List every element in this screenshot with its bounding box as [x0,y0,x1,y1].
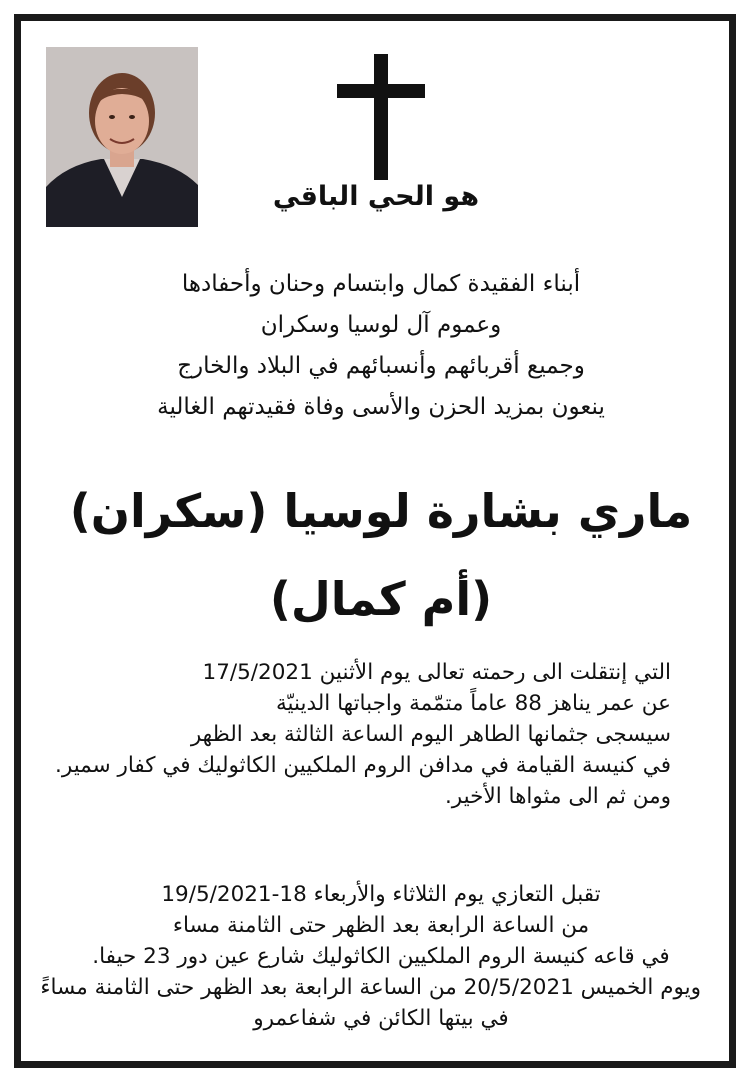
condolence-line: ويوم الخميس 20/5/2021 من الساعة الرابعة بعد الظهر حتى الثامنة مساءً [40,975,701,1000]
detail-line: سيسجى جثمانها الطاهر اليوم الساعة الثالثة بعد الظهر [190,722,671,747]
motto-heading: هو الحي الباقي [272,181,480,212]
condolence-line: في بيتها الكائن في شفاعمرو [253,1006,509,1031]
detail-line: في كنيسة القيامة في مدافن الروم الملكيين الكاثوليك في كفار سمير. [55,753,671,778]
announcement-text [61,264,701,428]
intro-line: أبناء الفقيدة كمال وابتسام وحنان وأحفادها [181,271,581,297]
condolence-line: تقبل التعازي يوم الثلاثاء والأربعاء 18-19/5/2021 [161,882,601,907]
detail-line: التي إنتقلت الى رحمته تعالى يوم الأثنين 17/5/2021 [202,660,671,685]
detail-line: ومن ثم الى مثواها الأخير. [444,784,671,809]
detail-line: عن عمر يناهز 88 عاماً متمّمة واجباتها الدينيّة [275,691,671,716]
condolence-details [40,879,701,1034]
intro-line: وجميع أقربائهم وأنسبائهم في البلاد والخارج [177,353,585,379]
intro-line: ينعون بمزيد الحزن والأسى وفاة فقيدتهم الغالية [157,394,605,420]
intro-line: وعموم آل لوسيا وسكران [260,312,502,338]
deceased-nickname: (أم كمال) [269,572,493,626]
obituary-frame [14,14,736,1068]
condolence-line: من الساعة الرابعة بعد الظهر حتى الثامنة مساء [172,913,590,938]
deceased-name: ماري بشارة لوسيا (سكران) [69,484,693,538]
deceased-photo [46,47,198,227]
condolence-line: في قاعه كنيسة الروم الملكيين الكاثوليك شارع عين دور 23 حيفا. [92,944,670,969]
cross-icon [337,54,425,180]
portrait-image [46,47,198,227]
funeral-details [55,657,671,812]
